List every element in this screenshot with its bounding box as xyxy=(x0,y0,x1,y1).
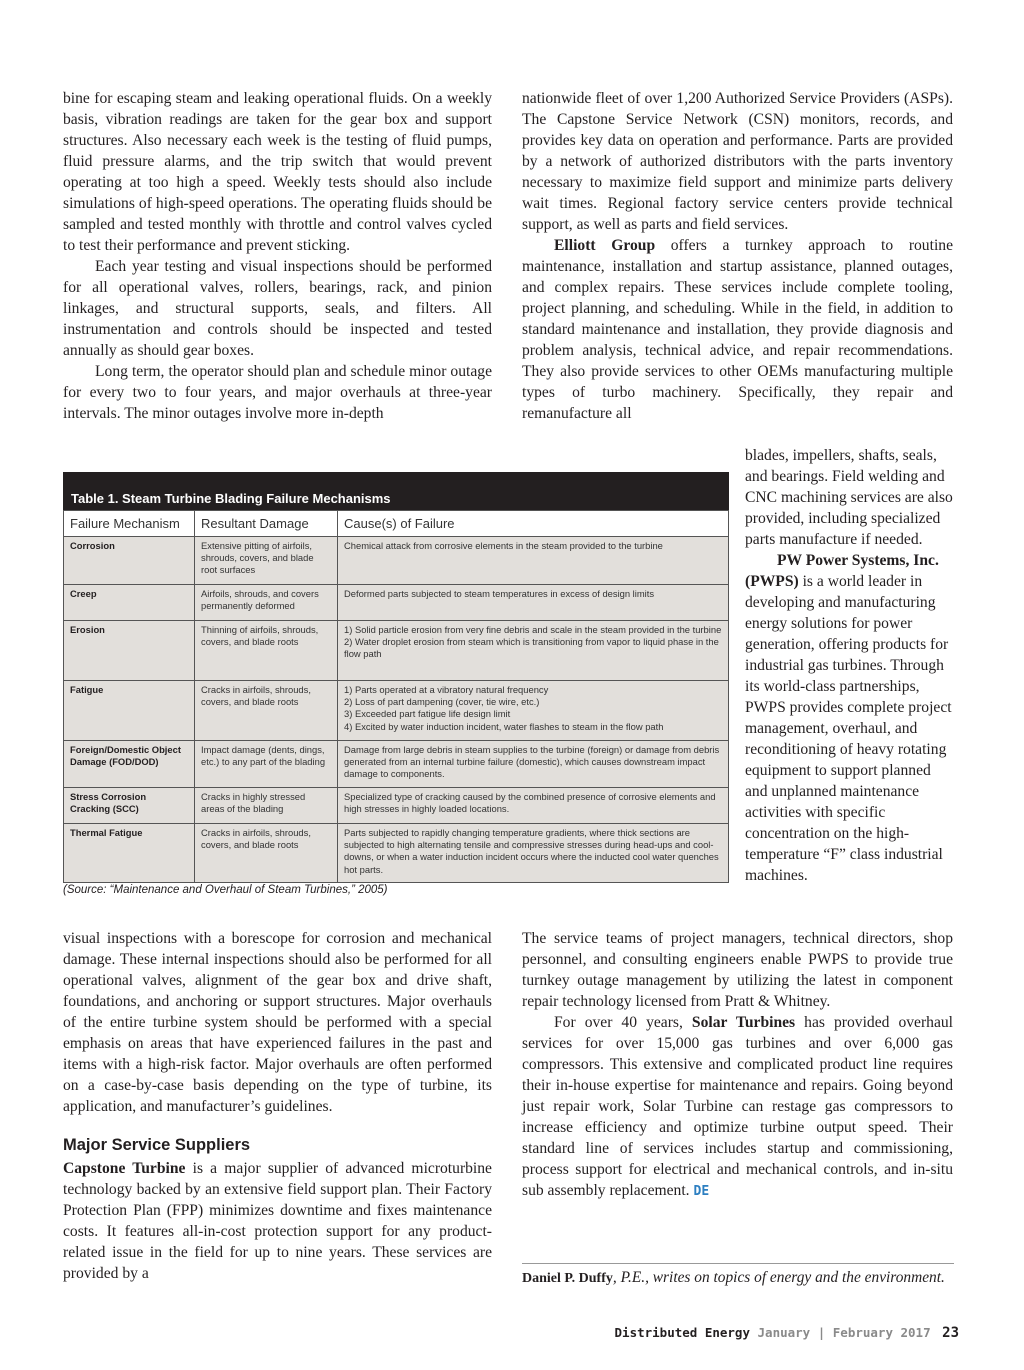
table-cell: Foreign/Domestic Object Damage (FOD/DOD) xyxy=(64,741,195,787)
table-cell: Cracks in highly stressed areas of the blading xyxy=(195,788,338,823)
table-source-caption: (Source: “Maintenance and Overhaul of Steam Turbines,” 2005) xyxy=(63,884,388,896)
table-row xyxy=(64,584,728,620)
author-name: Daniel P. Duffy xyxy=(522,1271,613,1286)
table-row xyxy=(64,823,728,882)
table-cell: 1) Solid particle erosion from very fine debris and scale in the steam provided in the turbine 2) Water droplet erosion from steam which is transitioning from vapor to liquid phase in the flow path xyxy=(344,624,722,660)
paragraph: Elliott Group offers a turnkey approach to routine maintenance, installation and startup assistance, planned outages, and complex repairs. These services include complete tooling, project planning, and scheduling. While in the field, in addition to standard maintenance and installation, they provide diagnosis and problem analysis, technical advice, and repair recommendations. They also provide services to other OEMs manufacturing multiple types of turbo machinery. Specifically, they repair and remanufacture all xyxy=(522,237,953,422)
table-cell: Fatigue xyxy=(64,681,195,740)
table-cell: Chemical attack from corrosive elements in the steam provided to the turbine xyxy=(344,540,663,551)
right-column-top xyxy=(522,88,953,424)
paragraph: The service teams of project managers, technical directors, shop personnel, and consulting engineers enable PWPS to provide true turnkey outage management by utilizing the latest in component repair technology licensed from Pratt & Whitney. xyxy=(522,930,953,1010)
table-row xyxy=(64,740,728,787)
table-cell: Impact damage (dents, dings, etc.) to any part of the blading xyxy=(195,741,338,787)
table-cell: Parts subjected to rapidly changing temperature gradients, where thick sections are subjected to high alternating tensile and compressive stresses during head-ups and cool-downs, or when a water induction incident occurs where the inducted cool water quenches hot parts. xyxy=(344,827,719,875)
right-column-float xyxy=(745,445,955,886)
column-header: Failure Mechanism xyxy=(64,511,195,536)
table-cell: 1) Parts operated at a vibratory natural frequency 2) Loss of part dampening (cover, tie wire, etc.) 3) Exceeded part fatigue life design limit 4) Excited by water induction incident, water flashes to steam in the flow path xyxy=(344,684,664,732)
table-row xyxy=(64,787,728,823)
column-header: Cause(s) of Failure xyxy=(344,516,455,531)
company-name: PW Power Systems, Inc. (PWPS) xyxy=(745,552,939,590)
issue-date: January | February 2017 xyxy=(757,1325,931,1340)
paragraph: For over 40 years, Solar Turbines has provided overhaul services for over 15,000 gas turbines and over 6,000 gas compressors. This extensive and complicated product line requires their in-house expertise for maintenance and repairs. Going beyond just repair work, Solar Turbine can restage gas compressors to increase efficiency and optimize turbine output speed. Their standard line of services includes startup and commissioning, process support for electrical and mechanical controls, and in-situ sub assembly replacement. DE xyxy=(522,1014,954,1199)
page-footer xyxy=(615,1325,959,1341)
table-cell: Stress Corrosion Cracking (SCC) xyxy=(64,788,195,823)
paragraph: PW Power Systems, Inc. (PWPS) is a world leader in developing and manufacturing energy solutions for power generation, offering products for industrial gas turbines. Through its world-class partnerships, PWPS provides complete project management, overhaul, and reconditioning of heavy rotating equipment to support planned and unplanned maintenance activities with specific concentration on the high-temperature “F” class industrial machines. xyxy=(745,552,952,884)
table-cell: Cracks in airfoils, shrouds, covers, and blade roots xyxy=(195,681,338,740)
table-header-row xyxy=(64,510,728,536)
column-header: Resultant Damage xyxy=(195,511,338,536)
table-grid xyxy=(63,510,729,883)
table-row xyxy=(64,620,728,680)
table-cell: Deformed parts subjected to steam temperatures in excess of design limits xyxy=(344,588,655,599)
magazine-name: Distributed Energy xyxy=(614,1325,750,1340)
paragraph: Capstone Turbine is a major supplier of advanced microturbine technology backed by an extensive field support plan. Their Factory Protection Plan (FPP) minimizes downtime and fixes maintenance costs. It features all-in-cost protection support for any product-related issue in the field for up to nine years. These services are provided by a xyxy=(63,1160,492,1282)
table-cell: Damage from large debris in steam supplies to the turbine (foreign) or damage from debris generated from an internal turbine failure (domestic), which causes downstream impact damage to components. xyxy=(344,744,720,780)
right-column-bottom xyxy=(522,928,953,1202)
end-mark-icon: DE xyxy=(693,1184,710,1199)
paragraph: nationwide fleet of over 1,200 Authorized Service Providers (ASPs). The Capstone Service Network (CSN) monitors, records, and provides key data on operation and performance. Parts are provided by a network of authorized distributors with the parts inventory necessary to maximize field support and minimize parts delivery wait times. Regional factory service centers provide technical support, as well as parts and field services. xyxy=(522,90,953,233)
table-cell: Specialized type of cracking caused by the combined presence of corrosive elements and high stresses in highly loaded locations. xyxy=(344,791,716,815)
bio-divider xyxy=(522,1263,954,1264)
table-cell: Corrosion xyxy=(64,537,195,584)
author-bio xyxy=(522,1267,954,1289)
paragraph: Each year testing and visual inspections should be performed for all operational valves, rollers, bearings, rack, and pinion linkages, and structural supports, seals, and filters. All instrumentation and controls should be inspected and tested annually as should gear boxes. xyxy=(63,258,492,359)
paragraph: bine for escaping steam and leaking operational fluids. On a weekly basis, vibration readings are taken for the gear box and support structures. Also necessary each week is the testing of fluid pumps, fluid pressure alarms, and the trip switch that would prevent operating at too high a speed. Weekly tests should also include simulations of high-speed operations. The operating fluids should be sampled and tested monthly with throttle and control valves cycled to test their performance and prevent sticking. xyxy=(63,90,492,254)
table-cell: Cracks in airfoils, shrouds, covers, and blade roots xyxy=(195,824,338,882)
paragraph: Long term, the operator should plan and schedule minor outage for every two to four years, and major overhauls at three-year intervals. The minor outages involve more in-depth xyxy=(63,363,492,422)
table-cell: Erosion xyxy=(64,621,195,680)
table-title: Table 1. Steam Turbine Blading Failure Mechanisms xyxy=(63,472,729,510)
left-column-top xyxy=(63,88,492,424)
paragraph: visual inspections with a borescope for corrosion and mechanical damage. These internal inspections should also be performed for all operational valves, alignment of the gear box and drive shaft, foundations, and anchoring or support structures. Major overhauls of the entire turbine system should be performed with a special emphasis on areas that have experienced failures in the past and items with a high-risk factor. Major overhauls are often performed on a case-by-case basis depending on the type of turbine, its application, and manufacturer’s guidelines. xyxy=(63,930,492,1115)
table-cell: Creep xyxy=(64,585,195,620)
company-name: Solar Turbines xyxy=(691,1014,796,1031)
table-cell: Extensive pitting of airfoils, shrouds, covers, and blade root surfaces xyxy=(195,537,338,584)
paragraph: blades, impellers, shafts, seals, and bearings. Field welding and CNC machining services are also provided, including specialized parts manufacture if needed. xyxy=(745,447,953,548)
company-name: Capstone Turbine xyxy=(63,1160,186,1177)
section-heading: Major Service Suppliers xyxy=(63,1136,251,1154)
table-cell: Thermal Fatigue xyxy=(64,824,195,882)
table-cell: Airfoils, shrouds, and covers permanently deformed xyxy=(195,585,338,620)
page-number: 23 xyxy=(942,1325,959,1341)
author-bio-text: , P.E., writes on topics of energy and the environment. xyxy=(612,1269,945,1286)
table-row xyxy=(64,536,728,584)
table-cell: Thinning of airfoils, shrouds, covers, and blade roots xyxy=(195,621,338,680)
table-row xyxy=(64,680,728,740)
failure-mechanisms-table xyxy=(63,472,729,883)
company-name: Elliott Group xyxy=(554,237,656,254)
left-column-bottom xyxy=(63,928,492,1284)
